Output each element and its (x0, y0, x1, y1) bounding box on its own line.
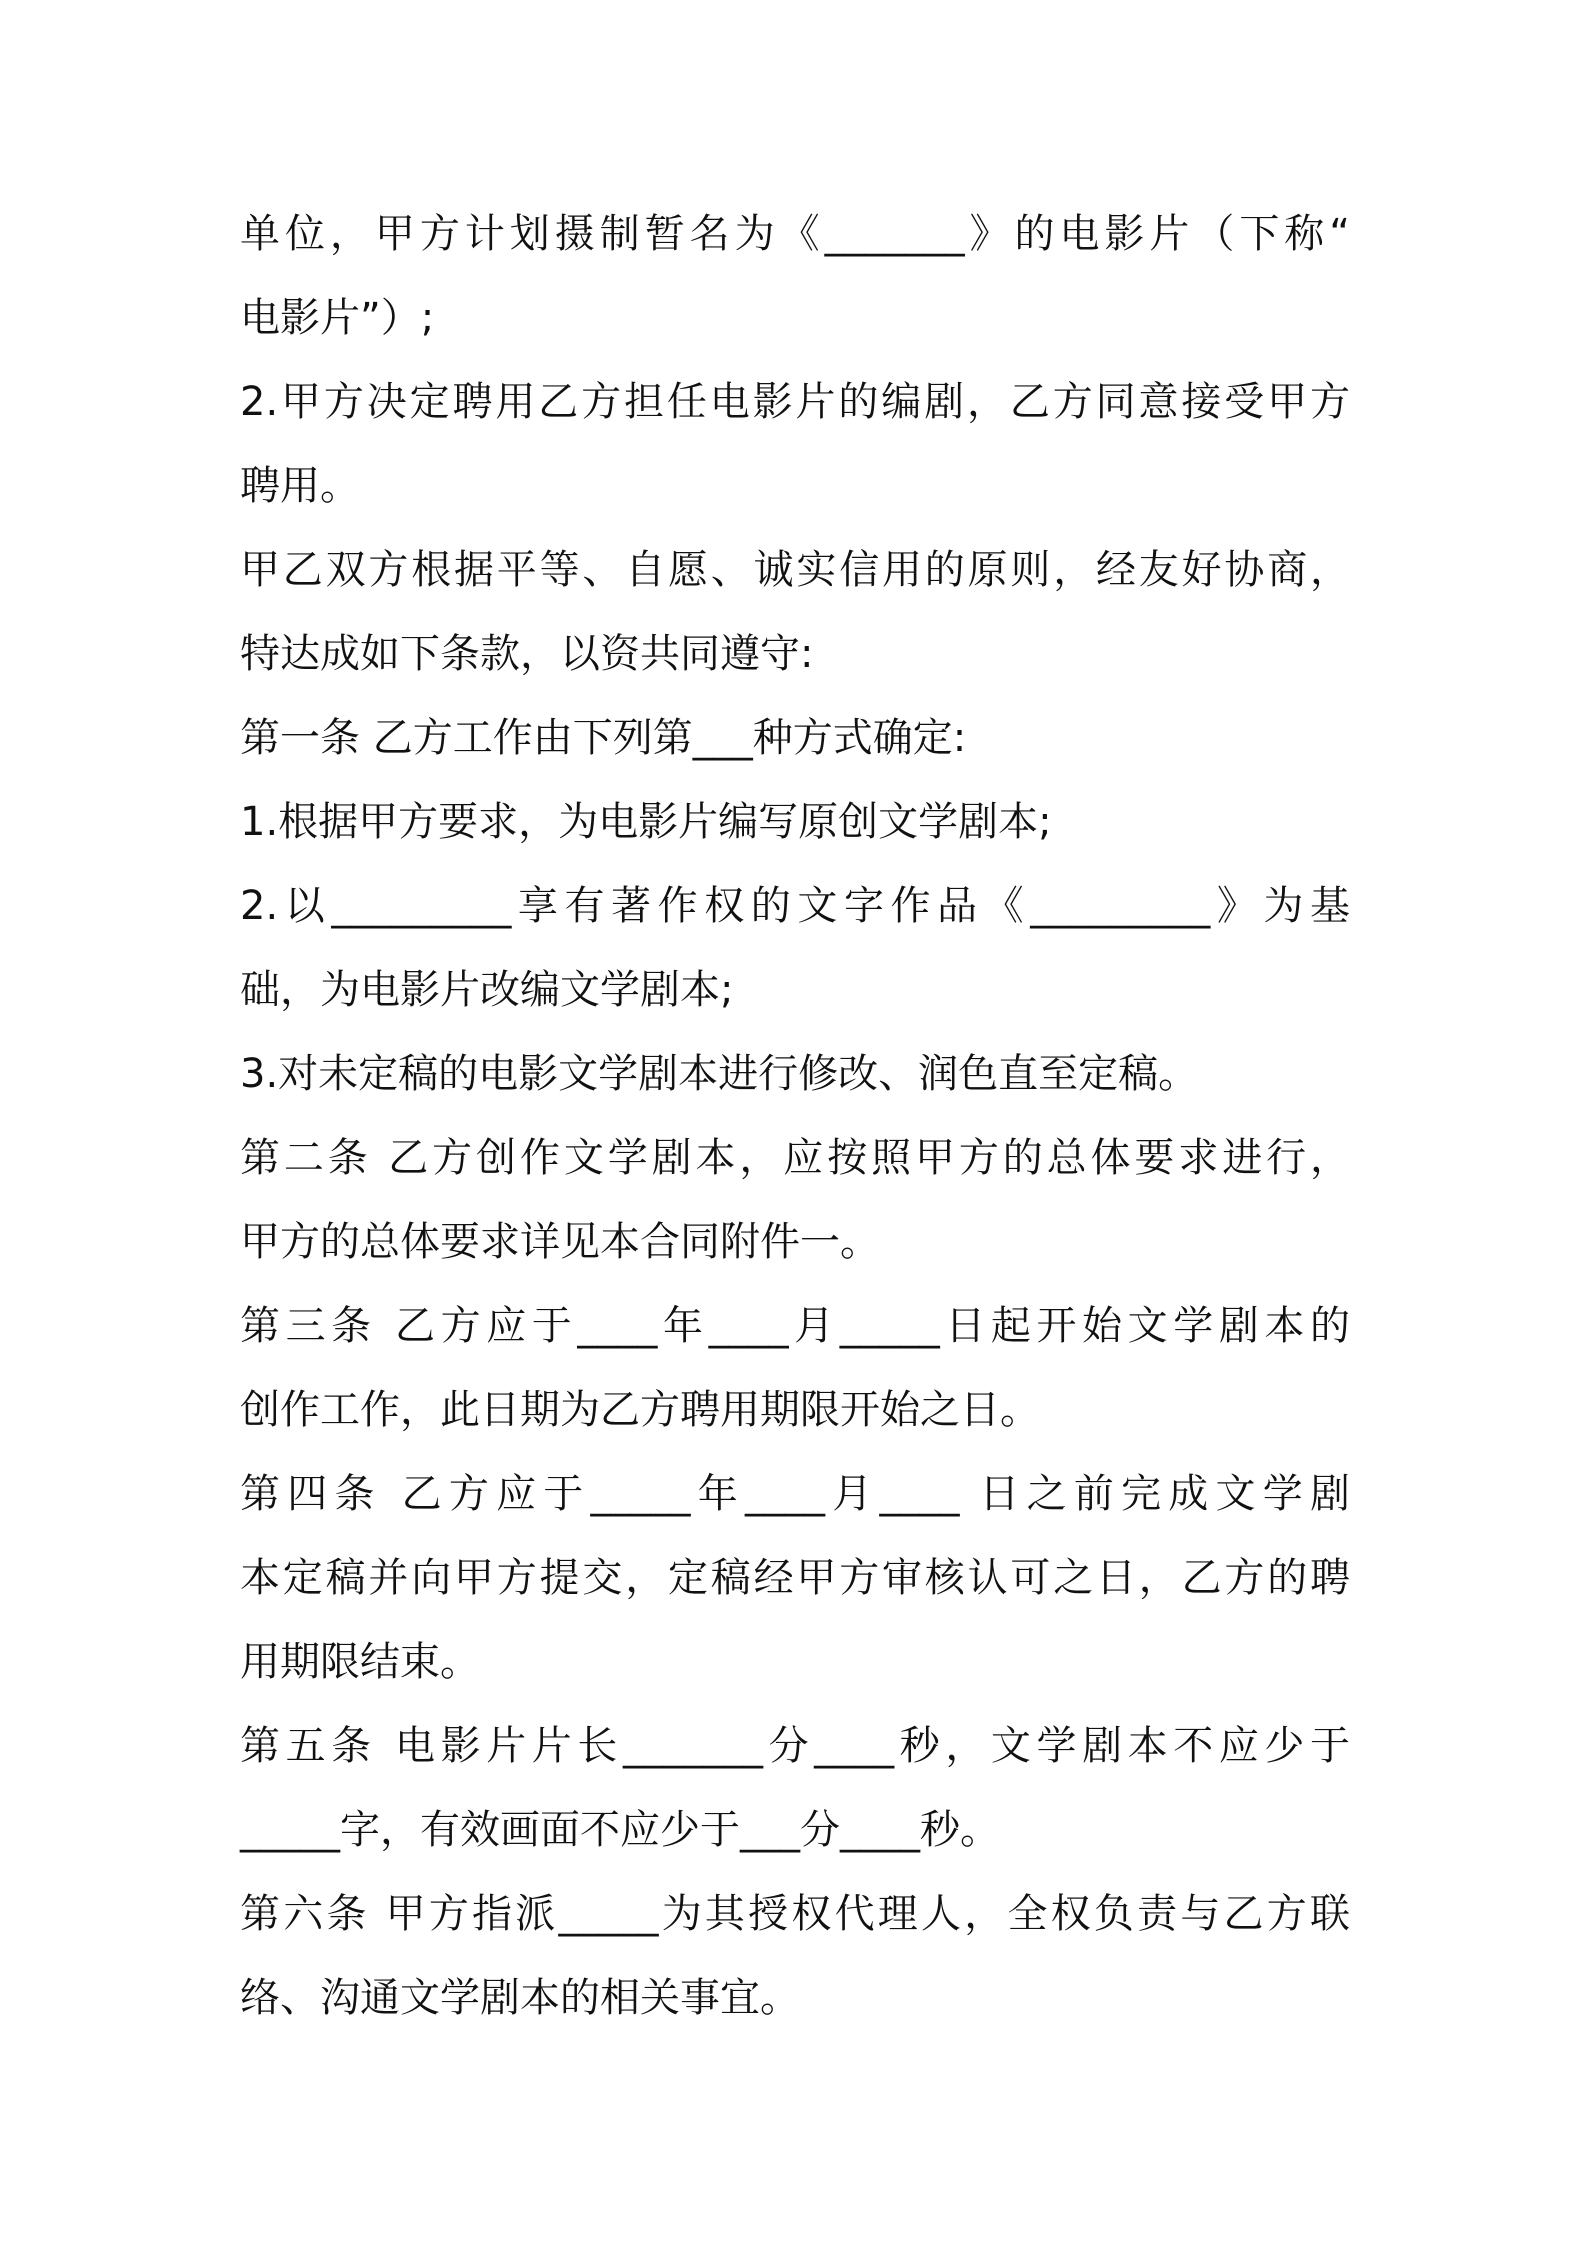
text-line: 络、沟通文学剧本的相关事宜。 (240, 1975, 800, 2021)
text-line: 创作工作，此日期为乙方聘用期限开始之日。 (240, 1387, 1040, 1433)
text-line: 础，为电影片改编文学剧本; (240, 967, 734, 1013)
text-line: 用期限结束。 (240, 1639, 480, 1685)
text-line: 甲方的总体要求详见本合同附件一。 (240, 1219, 880, 1265)
text-line: 本定稿并向甲方提交，定稿经甲方审核认可之日，乙方的聘 (240, 1555, 1350, 1601)
text-line: 电影片”）; (240, 295, 435, 341)
article-heading-line: 第一条 乙方工作由下列第___种方式确定: (240, 715, 967, 761)
text-line: 甲乙双方根据平等、自愿、诚实信用的原则，经友好协商， (240, 547, 1350, 593)
text-line: 3.对未定稿的电影文学剧本进行修改、润色直至定稿。 (240, 1051, 1199, 1097)
article-heading-line: 第二条 乙方创作文学剧本，应按照甲方的总体要求进行， (240, 1135, 1350, 1181)
text-line: 1.根据甲方要求，为电影片编写原创文学剧本; (240, 799, 1052, 845)
text-line: 特达成如下条款，以资共同遵守: (240, 631, 814, 677)
contract-body (240, 192, 1350, 2040)
text-line: 2.甲方决定聘用乙方担任电影片的编剧，乙方同意接受甲方 (240, 379, 1350, 425)
text-line: 2.以_________享有著作权的文字作品《_________》为基 (240, 883, 1350, 929)
text-line: 单位，甲方计划摄制暂名为《_______》的电影片（下称“ (240, 211, 1350, 257)
article-heading-line: 第五条 电影片片长_______分____秒，文学剧本不应少于 (240, 1723, 1350, 1769)
article-heading-line: 第四条 乙方应于_____年____月____ 日之前完成文学剧 (240, 1471, 1350, 1517)
article-heading-line: 第六条 甲方指派_____为其授权代理人，全权负责与乙方联 (240, 1891, 1350, 1937)
text-line: 聘用。 (240, 463, 360, 509)
article-heading-line: 第三条 乙方应于____年____月_____日起开始文学剧本的 (240, 1303, 1350, 1349)
text-line: _____字，有效画面不应少于___分____秒。 (240, 1807, 1000, 1853)
